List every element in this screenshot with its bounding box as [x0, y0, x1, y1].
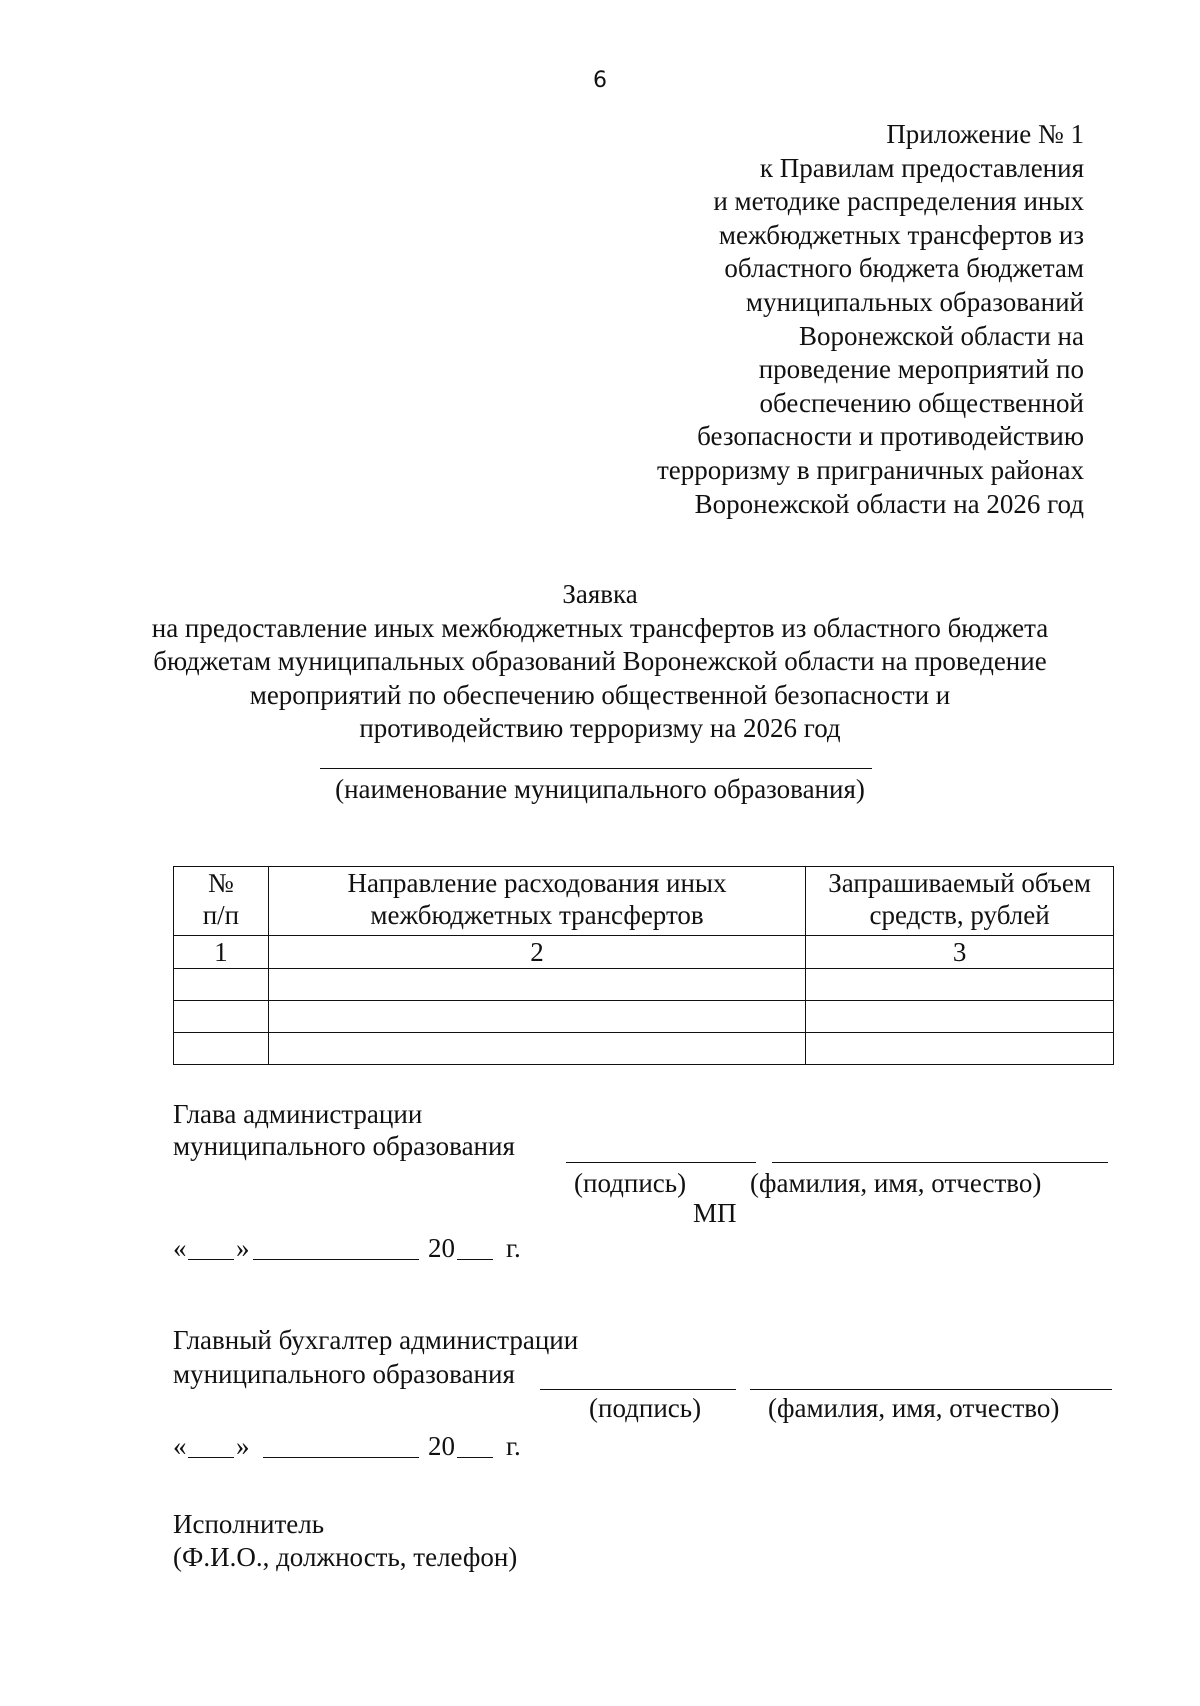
table-cell[interactable]: [174, 969, 269, 1001]
table-cell[interactable]: [174, 1001, 269, 1033]
head-date-open: «: [173, 1233, 187, 1263]
accountant-date-close: »: [236, 1431, 250, 1461]
table-cell[interactable]: [806, 969, 1114, 1001]
municipality-caption: (наименование муниципального образования): [335, 774, 865, 804]
column-number: 1: [174, 936, 269, 969]
appendix-line: муниципальных образований: [745, 286, 1084, 317]
head-date-month-field[interactable]: [253, 1259, 419, 1260]
accountant-signature-field[interactable]: [540, 1389, 736, 1390]
appendix-line: к Правилам предоставления: [759, 152, 1084, 183]
appendix-line: Приложение № 1: [886, 119, 1084, 149]
appendix-line: безопасности и противодействию: [697, 421, 1084, 452]
appendix-header: [564, 118, 1084, 521]
accountant-signature-caption: (подпись): [589, 1393, 702, 1423]
table-column-numbers-row: [174, 936, 1114, 969]
header-cell-direction: Направление расходования иных межбюджетных трансфертов: [268, 867, 805, 936]
head-date-year: 20: [428, 1233, 455, 1263]
accountant-name-field[interactable]: [750, 1389, 1112, 1390]
appendix-line: проведение мероприятий по: [758, 354, 1084, 385]
header-cell-number: № п/п: [174, 867, 269, 936]
head-signature-caption: (подпись): [574, 1168, 687, 1198]
head-date-year-field[interactable]: [457, 1259, 493, 1260]
table-cell[interactable]: [806, 1001, 1114, 1033]
table-row: [174, 1001, 1114, 1033]
appendix-line: областного бюджета бюджетам: [724, 253, 1084, 284]
appendix-line: обеспечению общественной: [759, 387, 1084, 418]
accountant-date-suffix: г.: [506, 1431, 521, 1461]
title-line: мероприятий по обеспечению общественной безопасности и: [249, 679, 951, 710]
head-date-suffix: г.: [506, 1233, 521, 1263]
appendix-line: Воронежской области на 2026 год: [694, 488, 1084, 519]
appendix-line: межбюджетных трансфертов из: [718, 219, 1084, 250]
municipality-name-field[interactable]: [320, 768, 872, 769]
appendix-line: Воронежской области на: [799, 320, 1084, 351]
title-line: Заявка: [562, 579, 638, 609]
head-date-close: »: [236, 1233, 250, 1263]
accountant-date-month-field[interactable]: [263, 1457, 419, 1458]
head-title-line2: муниципального образования: [173, 1131, 515, 1161]
accountant-date-year: 20: [428, 1431, 455, 1461]
table-cell[interactable]: [806, 1033, 1114, 1065]
document-title: [0, 578, 1200, 746]
title-line: бюджетам муниципальных образований Воронежской области на проведение: [153, 646, 1047, 676]
accountant-name-caption: (фамилия, имя, отчество): [768, 1393, 1060, 1423]
table-cell[interactable]: [174, 1033, 269, 1065]
accountant-title-line1: Главный бухгалтер администрации: [173, 1325, 579, 1355]
accountant-date-day-field[interactable]: [188, 1457, 234, 1458]
table-cell[interactable]: [268, 969, 805, 1001]
page-number: 6: [593, 68, 607, 93]
title-line: на предоставление иных межбюджетных трансфертов из областного бюджета: [151, 612, 1049, 643]
column-number: 2: [268, 936, 805, 969]
accountant-date-year-field[interactable]: [457, 1457, 493, 1458]
head-name-field[interactable]: [772, 1162, 1108, 1163]
appendix-line: и методике распределения иных: [713, 186, 1084, 217]
stamp-label: МП: [693, 1198, 737, 1228]
title-line: противодействию терроризму на 2026 год: [359, 713, 841, 743]
head-name-caption: (фамилия, имя, отчество): [750, 1168, 1042, 1198]
executor-label: Исполнитель: [173, 1509, 325, 1539]
table-cell[interactable]: [268, 1001, 805, 1033]
accountant-title-line2: муниципального образования: [173, 1359, 515, 1389]
request-table: [173, 866, 1114, 1065]
executor-details: (Ф.И.О., должность, телефон): [173, 1542, 518, 1572]
table-header-row: [174, 867, 1114, 936]
head-date-day-field[interactable]: [188, 1259, 234, 1260]
table-cell[interactable]: [268, 1033, 805, 1065]
column-number: 3: [806, 936, 1114, 969]
head-signature-field[interactable]: [566, 1162, 756, 1163]
head-title-line1: Глава администрации: [173, 1099, 423, 1129]
appendix-line: терроризму в приграничных районах: [657, 454, 1084, 485]
table-row: [174, 969, 1114, 1001]
accountant-date-open: «: [173, 1431, 187, 1461]
table-row: [174, 1033, 1114, 1065]
header-cell-amount: Запрашиваемый объем средств, рублей: [806, 867, 1114, 936]
